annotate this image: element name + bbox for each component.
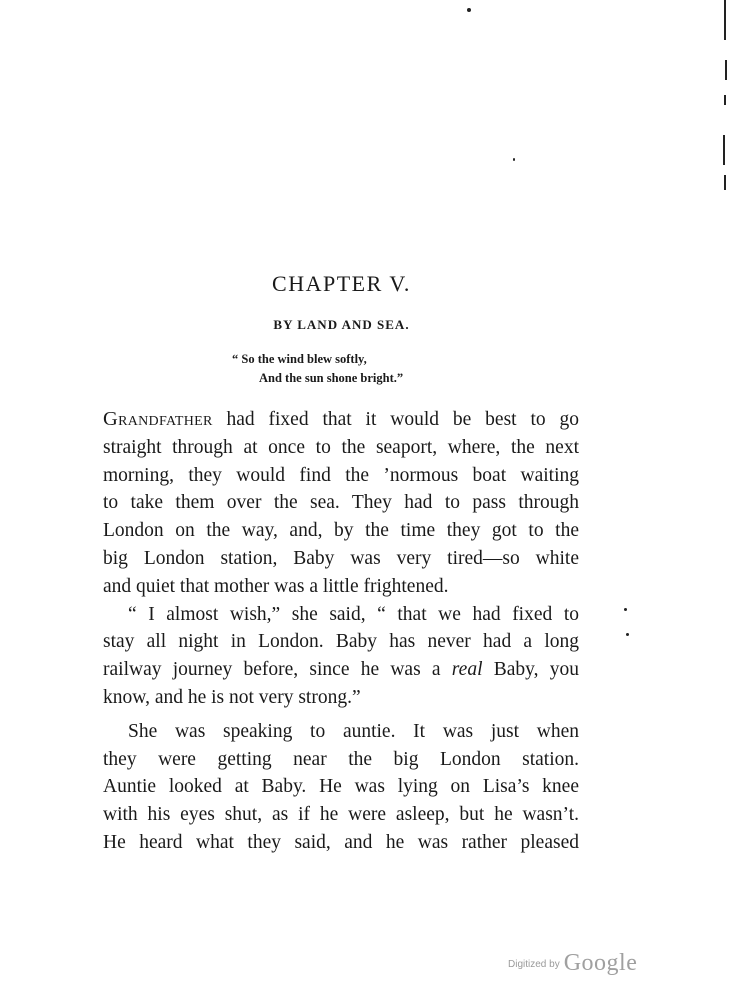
text-line: to take them over the sea. They had to pass through [103, 492, 579, 514]
digitized-watermark [508, 950, 637, 977]
text-line: He heard what they said, and he was rather pleased [103, 831, 579, 853]
text-line-content: had fixed that it would be best to go [212, 409, 579, 430]
page-edge-mark [724, 175, 726, 190]
text-line-content: railway journey before, since he was a [103, 659, 452, 681]
text-line: and quiet that mother was a little frightened. [103, 575, 449, 597]
text-line: with his eyes shut, as if he were asleep, but he wasn’t. [103, 804, 579, 826]
text-line [103, 406, 579, 434]
watermark-prefix: Digitized by [508, 959, 560, 970]
scan-speck [626, 633, 629, 636]
scan-speck [467, 8, 471, 12]
chapter-title: CHAPTER V. [272, 271, 411, 296]
scan-speck [624, 608, 627, 611]
text-line: big London station, Baby was very tired—so white [103, 547, 579, 569]
italic-word: real [451, 659, 483, 681]
text-line-content: Baby, you [482, 659, 579, 681]
text-line: morning, they would find the ’normous boat waiting [103, 464, 579, 486]
chapter-subtitle: BY LAND AND SEA. [273, 317, 410, 332]
text-line [103, 656, 579, 684]
text-line: they were getting near the big London station. [103, 748, 579, 770]
epigraph [232, 350, 403, 388]
text-line: London on the way, and, by the time they got to the [103, 520, 579, 542]
scan-speck [513, 158, 515, 161]
text-line: know, and he is not very strong.” [103, 686, 361, 708]
chapter-body [103, 406, 579, 857]
text-line: Auntie looked at Baby. He was lying on Lisa’s knee [103, 776, 579, 798]
epigraph-line-2: And the sun shone bright.” [259, 371, 404, 385]
epigraph-line-1: “ So the wind blew softly, [232, 352, 367, 366]
text-line: straight through at once to the seaport, where, the next [103, 436, 579, 458]
page-edge-mark [724, 95, 726, 105]
page-edge-mark [723, 135, 725, 165]
page-edge-mark [724, 0, 726, 40]
watermark-brand: Google [563, 950, 638, 976]
page-edge-mark [725, 60, 727, 80]
text-line: stay all night in London. Baby has never had a long [103, 631, 579, 653]
lead-word: Grandfather [103, 408, 213, 430]
text-line: She was speaking to auntie. It was just when [128, 720, 579, 742]
text-line: “ I almost wish,” she said, “ that we had fixed to [128, 603, 579, 625]
